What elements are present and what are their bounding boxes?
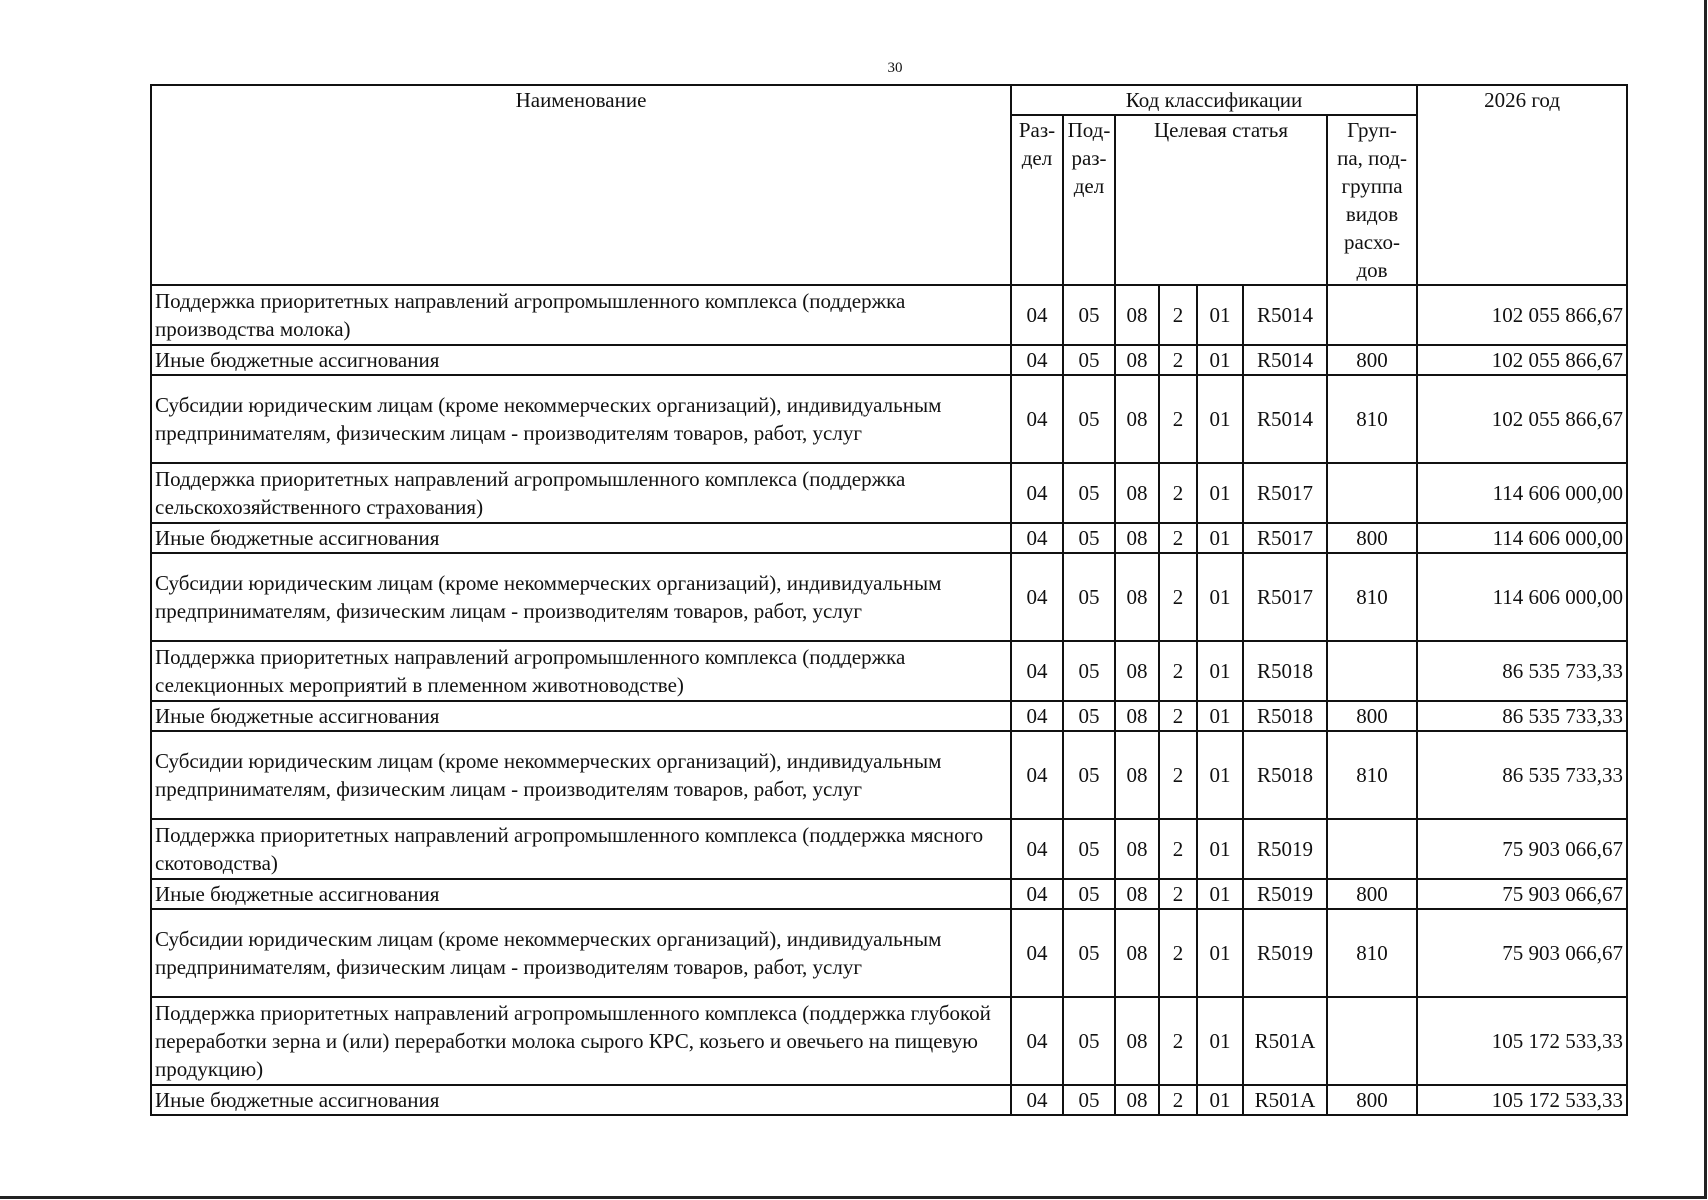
row-expense-group xyxy=(1327,997,1417,1085)
row-section: 04 xyxy=(1011,731,1063,819)
row-target-program: 08 xyxy=(1115,819,1159,879)
row-subsection: 05 xyxy=(1063,731,1115,819)
row-target-type: 2 xyxy=(1159,641,1197,701)
row-target-event: 01 xyxy=(1197,819,1243,879)
row-target-type: 2 xyxy=(1159,701,1197,731)
page-number: 30 xyxy=(887,60,903,76)
row-amount: 75 903 066,67 xyxy=(1417,909,1627,997)
row-section: 04 xyxy=(1011,997,1063,1085)
row-name: Субсидии юридическим лицам (кроме некоммерческих организаций), индивидуальным предпринимателям, физическим лицам - производителям товаров, работ, услуг xyxy=(151,553,1011,641)
row-expense-group: 800 xyxy=(1327,523,1417,553)
row-expense-group: 810 xyxy=(1327,909,1417,997)
header-subsection: Под- раз- дел xyxy=(1063,115,1115,285)
table-row xyxy=(151,345,1627,375)
row-target-program: 08 xyxy=(1115,701,1159,731)
row-target-program: 08 xyxy=(1115,463,1159,523)
row-name: Иные бюджетные ассигнования xyxy=(151,523,1011,553)
row-target-type: 2 xyxy=(1159,1085,1197,1115)
row-section: 04 xyxy=(1011,375,1063,463)
row-target-program: 08 xyxy=(1115,997,1159,1085)
row-target-type: 2 xyxy=(1159,523,1197,553)
row-target-type: 2 xyxy=(1159,285,1197,345)
row-expense-group: 810 xyxy=(1327,731,1417,819)
row-expense-group: 800 xyxy=(1327,879,1417,909)
row-section: 04 xyxy=(1011,463,1063,523)
row-section: 04 xyxy=(1011,345,1063,375)
row-target-type: 2 xyxy=(1159,731,1197,819)
row-section: 04 xyxy=(1011,553,1063,641)
row-target-type: 2 xyxy=(1159,997,1197,1085)
row-target-program: 08 xyxy=(1115,909,1159,997)
row-target-type: 2 xyxy=(1159,879,1197,909)
table-row xyxy=(151,879,1627,909)
row-section: 04 xyxy=(1011,1085,1063,1115)
row-name: Иные бюджетные ассигнования xyxy=(151,345,1011,375)
table-row xyxy=(151,285,1627,345)
row-amount: 105 172 533,33 xyxy=(1417,997,1627,1085)
table-row xyxy=(151,1085,1627,1115)
row-expense-group xyxy=(1327,463,1417,523)
row-name: Субсидии юридическим лицам (кроме некоммерческих организаций), индивидуальным предпринимателям, физическим лицам - производителям товаров, работ, услуг xyxy=(151,375,1011,463)
row-name: Субсидии юридическим лицам (кроме некоммерческих организаций), индивидуальным предпринимателям, физическим лицам - производителям товаров, работ, услуг xyxy=(151,731,1011,819)
row-amount: 75 903 066,67 xyxy=(1417,879,1627,909)
header-name: Наименование xyxy=(151,85,1011,285)
row-target-direction: R5018 xyxy=(1243,641,1327,701)
row-name: Поддержка приоритетных направлений агропромышленного комплекса (поддержка селекционных мероприятий в племенном животноводстве) xyxy=(151,641,1011,701)
row-subsection: 05 xyxy=(1063,701,1115,731)
row-target-direction: R5017 xyxy=(1243,553,1327,641)
row-expense-group: 800 xyxy=(1327,701,1417,731)
row-target-direction: R5019 xyxy=(1243,879,1327,909)
table-row xyxy=(151,553,1627,641)
row-subsection: 05 xyxy=(1063,909,1115,997)
row-name: Поддержка приоритетных направлений агропромышленного комплекса (поддержка производства молока) xyxy=(151,285,1011,345)
row-target-program: 08 xyxy=(1115,285,1159,345)
row-target-direction: R501A xyxy=(1243,1085,1327,1115)
row-target-event: 01 xyxy=(1197,879,1243,909)
row-name: Поддержка приоритетных направлений агропромышленного комплекса (поддержка мясного скотоводства) xyxy=(151,819,1011,879)
table-row xyxy=(151,523,1627,553)
row-amount: 102 055 866,67 xyxy=(1417,345,1627,375)
row-subsection: 05 xyxy=(1063,523,1115,553)
row-target-program: 08 xyxy=(1115,553,1159,641)
row-name: Иные бюджетные ассигнования xyxy=(151,1085,1011,1115)
row-section: 04 xyxy=(1011,879,1063,909)
row-expense-group xyxy=(1327,819,1417,879)
row-target-direction: R5014 xyxy=(1243,345,1327,375)
table-body xyxy=(151,285,1627,1115)
row-target-direction: R5014 xyxy=(1243,375,1327,463)
row-amount: 102 055 866,67 xyxy=(1417,375,1627,463)
row-subsection: 05 xyxy=(1063,553,1115,641)
row-target-type: 2 xyxy=(1159,345,1197,375)
row-target-event: 01 xyxy=(1197,523,1243,553)
header-classification: Код классификации xyxy=(1011,85,1417,115)
header-section: Раз- дел xyxy=(1011,115,1063,285)
table-row xyxy=(151,375,1627,463)
row-target-program: 08 xyxy=(1115,1085,1159,1115)
row-section: 04 xyxy=(1011,641,1063,701)
row-subsection: 05 xyxy=(1063,463,1115,523)
row-target-direction: R501A xyxy=(1243,997,1327,1085)
row-target-event: 01 xyxy=(1197,375,1243,463)
row-target-event: 01 xyxy=(1197,553,1243,641)
row-subsection: 05 xyxy=(1063,879,1115,909)
row-target-type: 2 xyxy=(1159,819,1197,879)
row-expense-group: 800 xyxy=(1327,345,1417,375)
budget-table xyxy=(150,84,1628,1116)
row-target-event: 01 xyxy=(1197,701,1243,731)
row-target-direction: R5018 xyxy=(1243,701,1327,731)
header-expense-group: Груп- па, под- группа видов расхо- дов xyxy=(1327,115,1417,285)
row-subsection: 05 xyxy=(1063,641,1115,701)
row-name: Субсидии юридическим лицам (кроме некоммерческих организаций), индивидуальным предпринимателям, физическим лицам - производителям товаров, работ, услуг xyxy=(151,909,1011,997)
row-amount: 105 172 533,33 xyxy=(1417,1085,1627,1115)
row-target-direction: R5017 xyxy=(1243,523,1327,553)
row-amount: 86 535 733,33 xyxy=(1417,731,1627,819)
row-name: Иные бюджетные ассигнования xyxy=(151,701,1011,731)
row-target-direction: R5014 xyxy=(1243,285,1327,345)
table-row xyxy=(151,701,1627,731)
header-target-article: Целевая статья xyxy=(1115,115,1327,285)
row-target-event: 01 xyxy=(1197,909,1243,997)
row-subsection: 05 xyxy=(1063,285,1115,345)
table-row xyxy=(151,997,1627,1085)
row-target-program: 08 xyxy=(1115,345,1159,375)
row-target-type: 2 xyxy=(1159,553,1197,641)
row-expense-group: 810 xyxy=(1327,553,1417,641)
row-expense-group: 810 xyxy=(1327,375,1417,463)
row-name: Иные бюджетные ассигнования xyxy=(151,879,1011,909)
row-target-event: 01 xyxy=(1197,731,1243,819)
row-amount: 102 055 866,67 xyxy=(1417,285,1627,345)
row-section: 04 xyxy=(1011,909,1063,997)
table-row xyxy=(151,909,1627,997)
header-row-top xyxy=(151,85,1627,115)
row-subsection: 05 xyxy=(1063,997,1115,1085)
row-target-direction: R5019 xyxy=(1243,819,1327,879)
row-section: 04 xyxy=(1011,523,1063,553)
row-target-event: 01 xyxy=(1197,285,1243,345)
row-target-type: 2 xyxy=(1159,375,1197,463)
row-target-type: 2 xyxy=(1159,909,1197,997)
row-section: 04 xyxy=(1011,285,1063,345)
row-target-event: 01 xyxy=(1197,345,1243,375)
row-subsection: 05 xyxy=(1063,345,1115,375)
row-subsection: 05 xyxy=(1063,819,1115,879)
row-expense-group: 800 xyxy=(1327,1085,1417,1115)
row-target-program: 08 xyxy=(1115,731,1159,819)
row-target-event: 01 xyxy=(1197,641,1243,701)
row-section: 04 xyxy=(1011,701,1063,731)
table-row xyxy=(151,463,1627,523)
row-amount: 114 606 000,00 xyxy=(1417,553,1627,641)
row-target-program: 08 xyxy=(1115,879,1159,909)
row-amount: 86 535 733,33 xyxy=(1417,701,1627,731)
row-target-direction: R5018 xyxy=(1243,731,1327,819)
row-name: Поддержка приоритетных направлений агропромышленного комплекса (поддержка глубокой переработки зерна и (или) переработки молока сырого КРС, козьего и овечьего на пищевую продукцию) xyxy=(151,997,1011,1085)
row-target-type: 2 xyxy=(1159,463,1197,523)
row-target-program: 08 xyxy=(1115,523,1159,553)
row-target-event: 01 xyxy=(1197,997,1243,1085)
header-year: 2026 год xyxy=(1417,85,1627,285)
row-expense-group xyxy=(1327,285,1417,345)
row-target-direction: R5017 xyxy=(1243,463,1327,523)
table-row xyxy=(151,819,1627,879)
row-name: Поддержка приоритетных направлений агропромышленного комплекса (поддержка сельскохозяйственного страхования) xyxy=(151,463,1011,523)
row-amount: 114 606 000,00 xyxy=(1417,523,1627,553)
row-target-event: 01 xyxy=(1197,1085,1243,1115)
row-expense-group xyxy=(1327,641,1417,701)
row-section: 04 xyxy=(1011,819,1063,879)
row-amount: 114 606 000,00 xyxy=(1417,463,1627,523)
row-target-program: 08 xyxy=(1115,375,1159,463)
row-target-event: 01 xyxy=(1197,463,1243,523)
table-row xyxy=(151,641,1627,701)
row-target-program: 08 xyxy=(1115,641,1159,701)
row-amount: 75 903 066,67 xyxy=(1417,819,1627,879)
table-row xyxy=(151,731,1627,819)
row-amount: 86 535 733,33 xyxy=(1417,641,1627,701)
row-target-direction: R5019 xyxy=(1243,909,1327,997)
row-subsection: 05 xyxy=(1063,1085,1115,1115)
row-subsection: 05 xyxy=(1063,375,1115,463)
